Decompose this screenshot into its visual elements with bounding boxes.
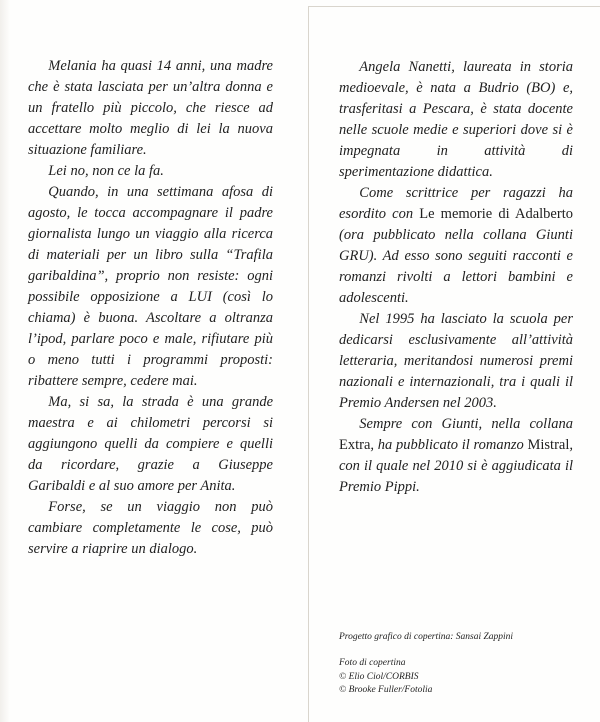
right-page-text: [339, 57, 573, 498]
cover-photo-label: Foto di copertina: [339, 658, 406, 669]
body-text: Sempre con Giunti, nella collana: [359, 416, 573, 433]
cover-photo-credit-1: © Elio Ciol/CORBIS: [339, 671, 419, 682]
body-text: , ha pubblicato il romanzo: [370, 437, 528, 454]
body-text: Angela Nanetti, laureata in storia medioevale, è nata a Budrio (BO) e, trasferitasi a Pescara, è stata docente nelle scuole medie e superiori dove si è impegnata in attività di sperimentazione didattica.: [339, 59, 573, 181]
body-text: Quando, in una settimana afosa di agosto, le tocca accompagnare il padre giornalista lungo un viaggio alla ricerca di materiali per un libro sulla “Trafila garibaldina”, proprio non resiste: ogni possibile opposizione a LUI (così lo chiama) è buona. Ascoltare a oltranza l’ipod, parlare poco e male, rifiutare più o meno tutti i programmi proposti: ribattere sempre, cedere mai.: [28, 184, 273, 390]
body-text: Lei no, non ce la fa.: [48, 163, 164, 180]
cover-photo-credit-2: © Brooke Fuller/Fotolia: [339, 684, 433, 695]
body-text: , con il quale nel 2010 si è aggiudicata il Premio Pippi.: [339, 437, 573, 496]
paragraph: [28, 392, 273, 497]
book-title-text: Le memorie di Adalberto: [419, 206, 573, 223]
paragraph: [28, 182, 273, 392]
paragraph: [339, 309, 573, 414]
body-text: (ora pubblicato nella collana Giunti GRU). Ad esso sono seguiti racconti e romanzi rivolti a lettori bambini e adolescenti.: [339, 227, 573, 307]
paragraph: [339, 57, 573, 183]
body-text: Nel 1995 ha lasciato la scuola per dedicarsi esclusivamente all’attività letteraria, meritandosi numerosi premi nazionali e internazionali, tra i quali il Premio Andersen nel 2003.: [339, 311, 573, 412]
left-page-text: [28, 56, 273, 560]
body-text: Come scrittrice per ragazzi ha esordito con: [339, 185, 573, 223]
paragraph: [339, 414, 573, 498]
body-text: Forse, se un viaggio non può cambiare completamente le cose, può servire a riaprire un dialogo.: [28, 499, 273, 558]
paragraph: [28, 497, 273, 560]
paragraph: [28, 161, 273, 182]
paragraph: [339, 183, 573, 309]
credit-gap: [339, 644, 579, 657]
body-text: Melania ha quasi 14 anni, una madre che è stata lasciata per un’altra donna e un fratello più piccolo, che riesce ad accettare molto meglio di lei la nuova situazione familiare.: [28, 58, 273, 159]
credits-block: [339, 631, 579, 697]
paragraph: [28, 56, 273, 161]
book-title-text: Mistral: [527, 437, 570, 454]
body-text: Ma, si sa, la strada è una grande maestra e ai chilometri percorsi si aggiungono quelli da compiere e quelli da ricordare, grazie a Giuseppe Garibaldi e al suo amore per Anita.: [28, 394, 273, 495]
book-title-text: Extra: [339, 437, 371, 454]
right-page: [308, 6, 600, 722]
cover-design-credit: Progetto grafico di copertina: Sansai Zappini: [339, 632, 514, 642]
